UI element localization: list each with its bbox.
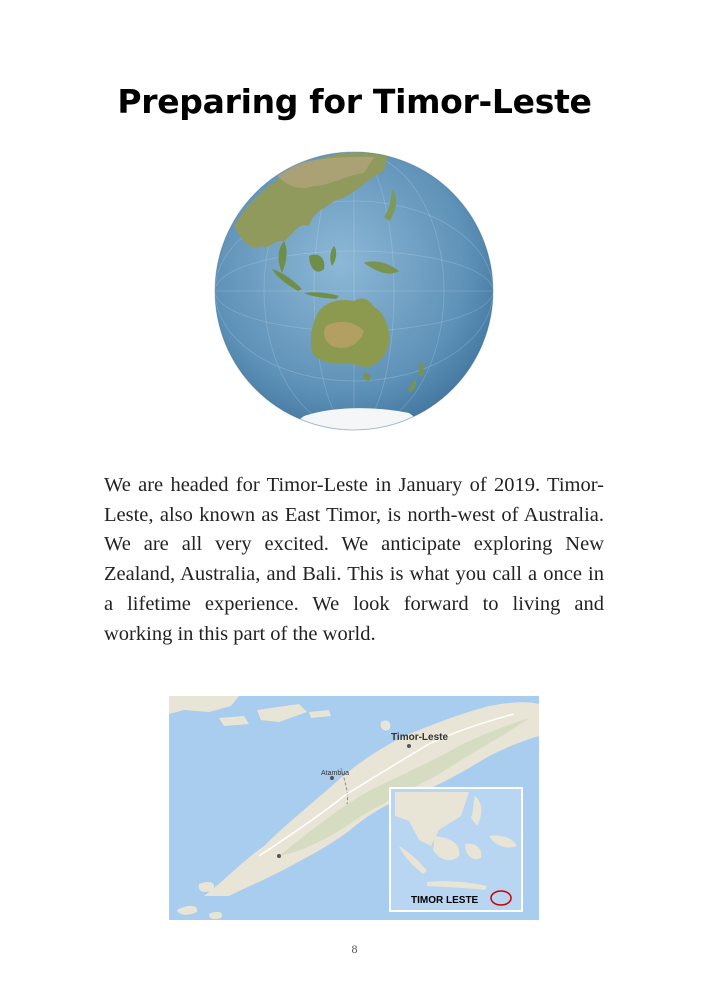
inset-label: TIMOR LESTE — [411, 895, 479, 906]
map-country-label: Timor-Leste — [391, 732, 449, 743]
timor-map-image — [169, 696, 539, 920]
page-title: Preparing for Timor-Leste — [117, 82, 592, 121]
body-paragraph: We are headed for Timor-Leste in January of 2019. Timor-Leste, also known as East Timor, is north-west of Australia. We are all very excited. We anticipate exploring New Zealand, Australia, and Bali. This is what you call a once in a lifetime experience. We look forward to living and working in this part of the world. — [104, 474, 604, 645]
map-town-label: Atambua — [321, 770, 350, 777]
page-number: 8 — [351, 942, 358, 956]
globe-image — [214, 151, 494, 431]
inset-map — [390, 788, 522, 911]
